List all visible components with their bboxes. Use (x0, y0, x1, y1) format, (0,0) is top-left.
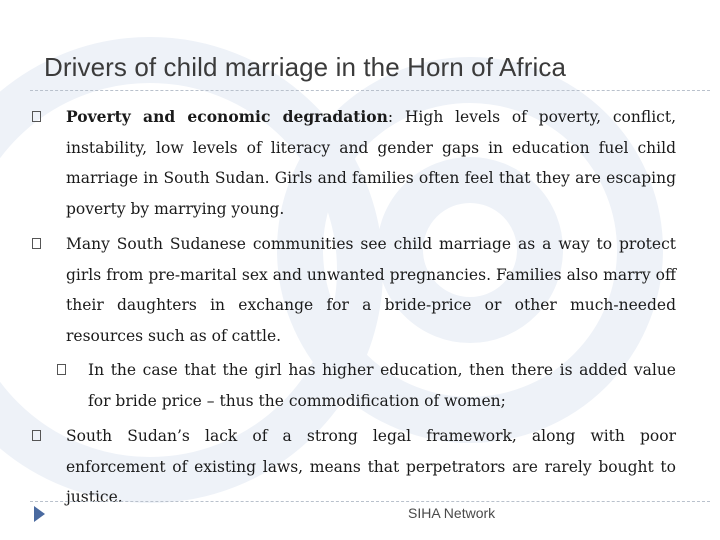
slide-title: Drivers of child marriage in the Horn of Africa (44, 52, 567, 82)
slide-content (30, 102, 676, 513)
bullet-protection (30, 229, 676, 351)
checkbox-bullet-icon (32, 430, 41, 441)
arrow-right-icon (34, 506, 45, 522)
bullet-protection-text: Many South Sudanese communities see child marriage as a way to protect girls from pre-marital sex and unwanted pregnancies. Families also marry off their daughters in exchange for a bride-price or other much-needed resources such as of cattle. (66, 235, 676, 345)
bullet-legal (30, 421, 676, 513)
bullet-poverty (30, 102, 676, 224)
sub-bullet-education-text: In the case that the girl has higher education, then there is added value for bride price – thus the commodification of women; (88, 361, 676, 410)
bullet-poverty-text: : High levels of poverty, conflict, instability, low levels of literacy and gender gaps in education fuel child marriage in South Sudan. Girls and families often feel that they are escaping poverty by marrying young. (66, 108, 677, 218)
checkbox-bullet-icon (32, 238, 41, 249)
footer-label: SIHA Network (408, 505, 496, 521)
title-divider (30, 90, 710, 91)
checkbox-bullet-icon (32, 111, 41, 122)
sub-bullet-education (30, 355, 676, 416)
checkbox-bullet-icon (57, 364, 66, 375)
bullet-legal-text: South Sudan’s lack of a strong legal framework, along with poor enforcement of existing laws, means that perpetrators are rarely bought to justice. (66, 427, 676, 506)
bullet-poverty-heading: Poverty and economic degradation (66, 107, 388, 126)
footer-divider (30, 501, 710, 502)
